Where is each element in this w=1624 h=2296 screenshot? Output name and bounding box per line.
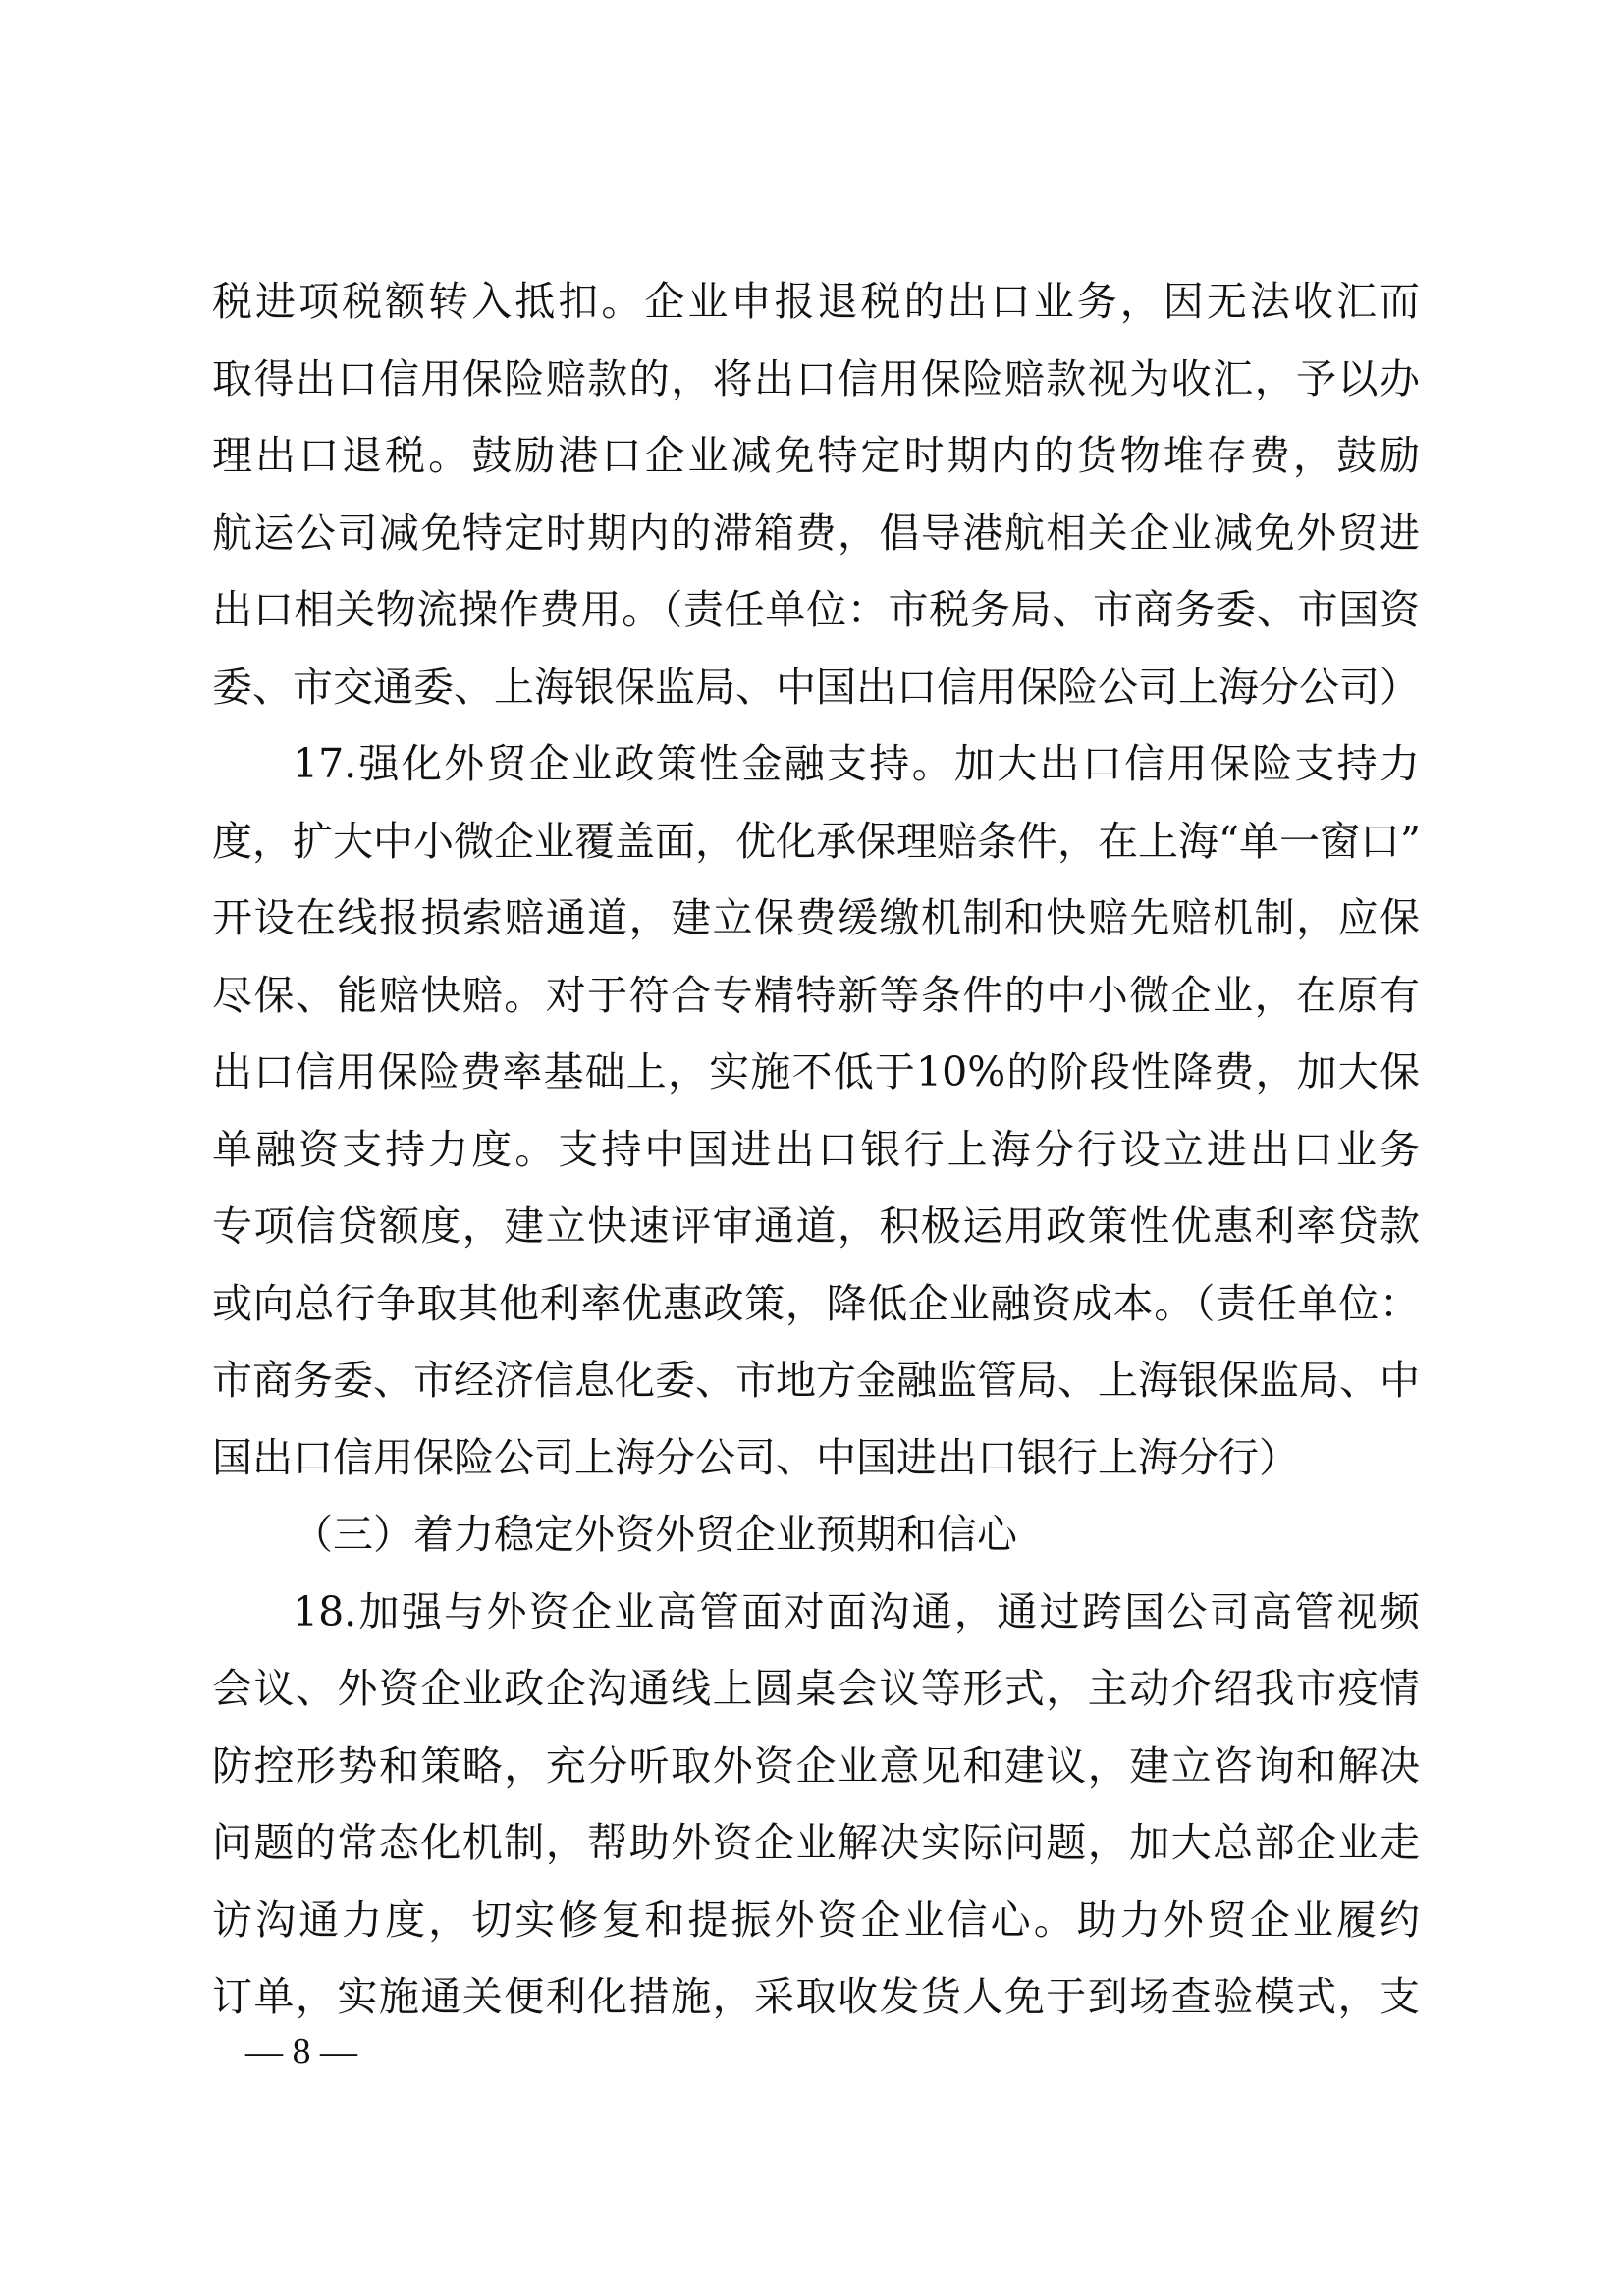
text-line: 问题的常态化机制，帮助外资企业解决实际问题，加大总部企业走 <box>212 1819 1420 1866</box>
section-heading: （三）着力稳定外资外贸企业预期和信心 <box>293 1511 1017 1558</box>
text-line: 尽保、能赔快赔。对于符合专精特新等条件的中小微企业，在原有 <box>212 971 1420 1019</box>
item-18-first-line: 18.加强与外资企业高管面对面沟通，通过跨国公司高管视频 <box>293 1587 1420 1635</box>
text-line: 市商务委、市经济信息化委、市地方金融监管局、上海银保监局、中 <box>212 1357 1420 1404</box>
text-line: 专项信贷额度，建立快速评审通道，积极运用政策性优惠利率贷款 <box>212 1202 1420 1250</box>
document-body <box>212 263 1420 2036</box>
text-line: 国出口信用保险公司上海分公司、中国进出口银行上海分行） <box>212 1433 1299 1481</box>
text-line: 会议、外资企业政企沟通线上圆桌会议等形式，主动介绍我市疫情 <box>212 1665 1420 1712</box>
text-line: 度，扩大中小微企业覆盖面，优化承保理赔条件，在上海“单一窗口” <box>212 817 1421 865</box>
page-number: — 8 — <box>245 2031 357 2072</box>
text-line: 委、市交通委、上海银保监局、中国出口信用保险公司上海分公司） <box>212 663 1420 711</box>
text-line: 取得出口信用保险赔款的，将出口信用保险赔款视为收汇，予以办 <box>212 354 1420 402</box>
text-line: 订单，实施通关便利化措施，采取收发货人免于到场查验模式，支 <box>212 1973 1420 2020</box>
text-line: 访沟通力度，切实修复和提振外资企业信心。助力外贸企业履约 <box>212 1896 1420 1944</box>
text-line: 航运公司减免特定时期内的滞箱费，倡导港航相关企业减免外贸进 <box>212 508 1420 557</box>
text-line: 开设在线报损索赔通道，建立保费缓缴机制和快赔先赔机制，应保 <box>212 894 1420 941</box>
text-line: 税进项税额转入抵扣。企业申报退税的出口业务，因无法收汇而 <box>212 278 1420 325</box>
text-line: 理出口退税。鼓励港口企业减免特定时期内的货物堆存费，鼓励 <box>212 432 1420 479</box>
text-line: 或向总行争取其他利率优惠政策，降低企业融资成本。（责任单位： <box>212 1279 1420 1327</box>
text-line: 出口相关物流操作费用。（责任单位：市税务局、市商务委、市国资 <box>212 586 1420 633</box>
text-line: 出口信用保险费率基础上，实施不低于10%的阶段性降费，加大保 <box>212 1048 1420 1095</box>
item-17-first-line: 17.强化外贸企业政策性金融支持。加大出口信用保险支持力 <box>293 740 1420 787</box>
text-line: 单融资支持力度。支持中国进出口银行上海分行设立进出口业务 <box>212 1125 1420 1173</box>
text-line: 防控形势和策略，充分听取外资企业意见和建议，建立咨询和解决 <box>212 1741 1420 1789</box>
